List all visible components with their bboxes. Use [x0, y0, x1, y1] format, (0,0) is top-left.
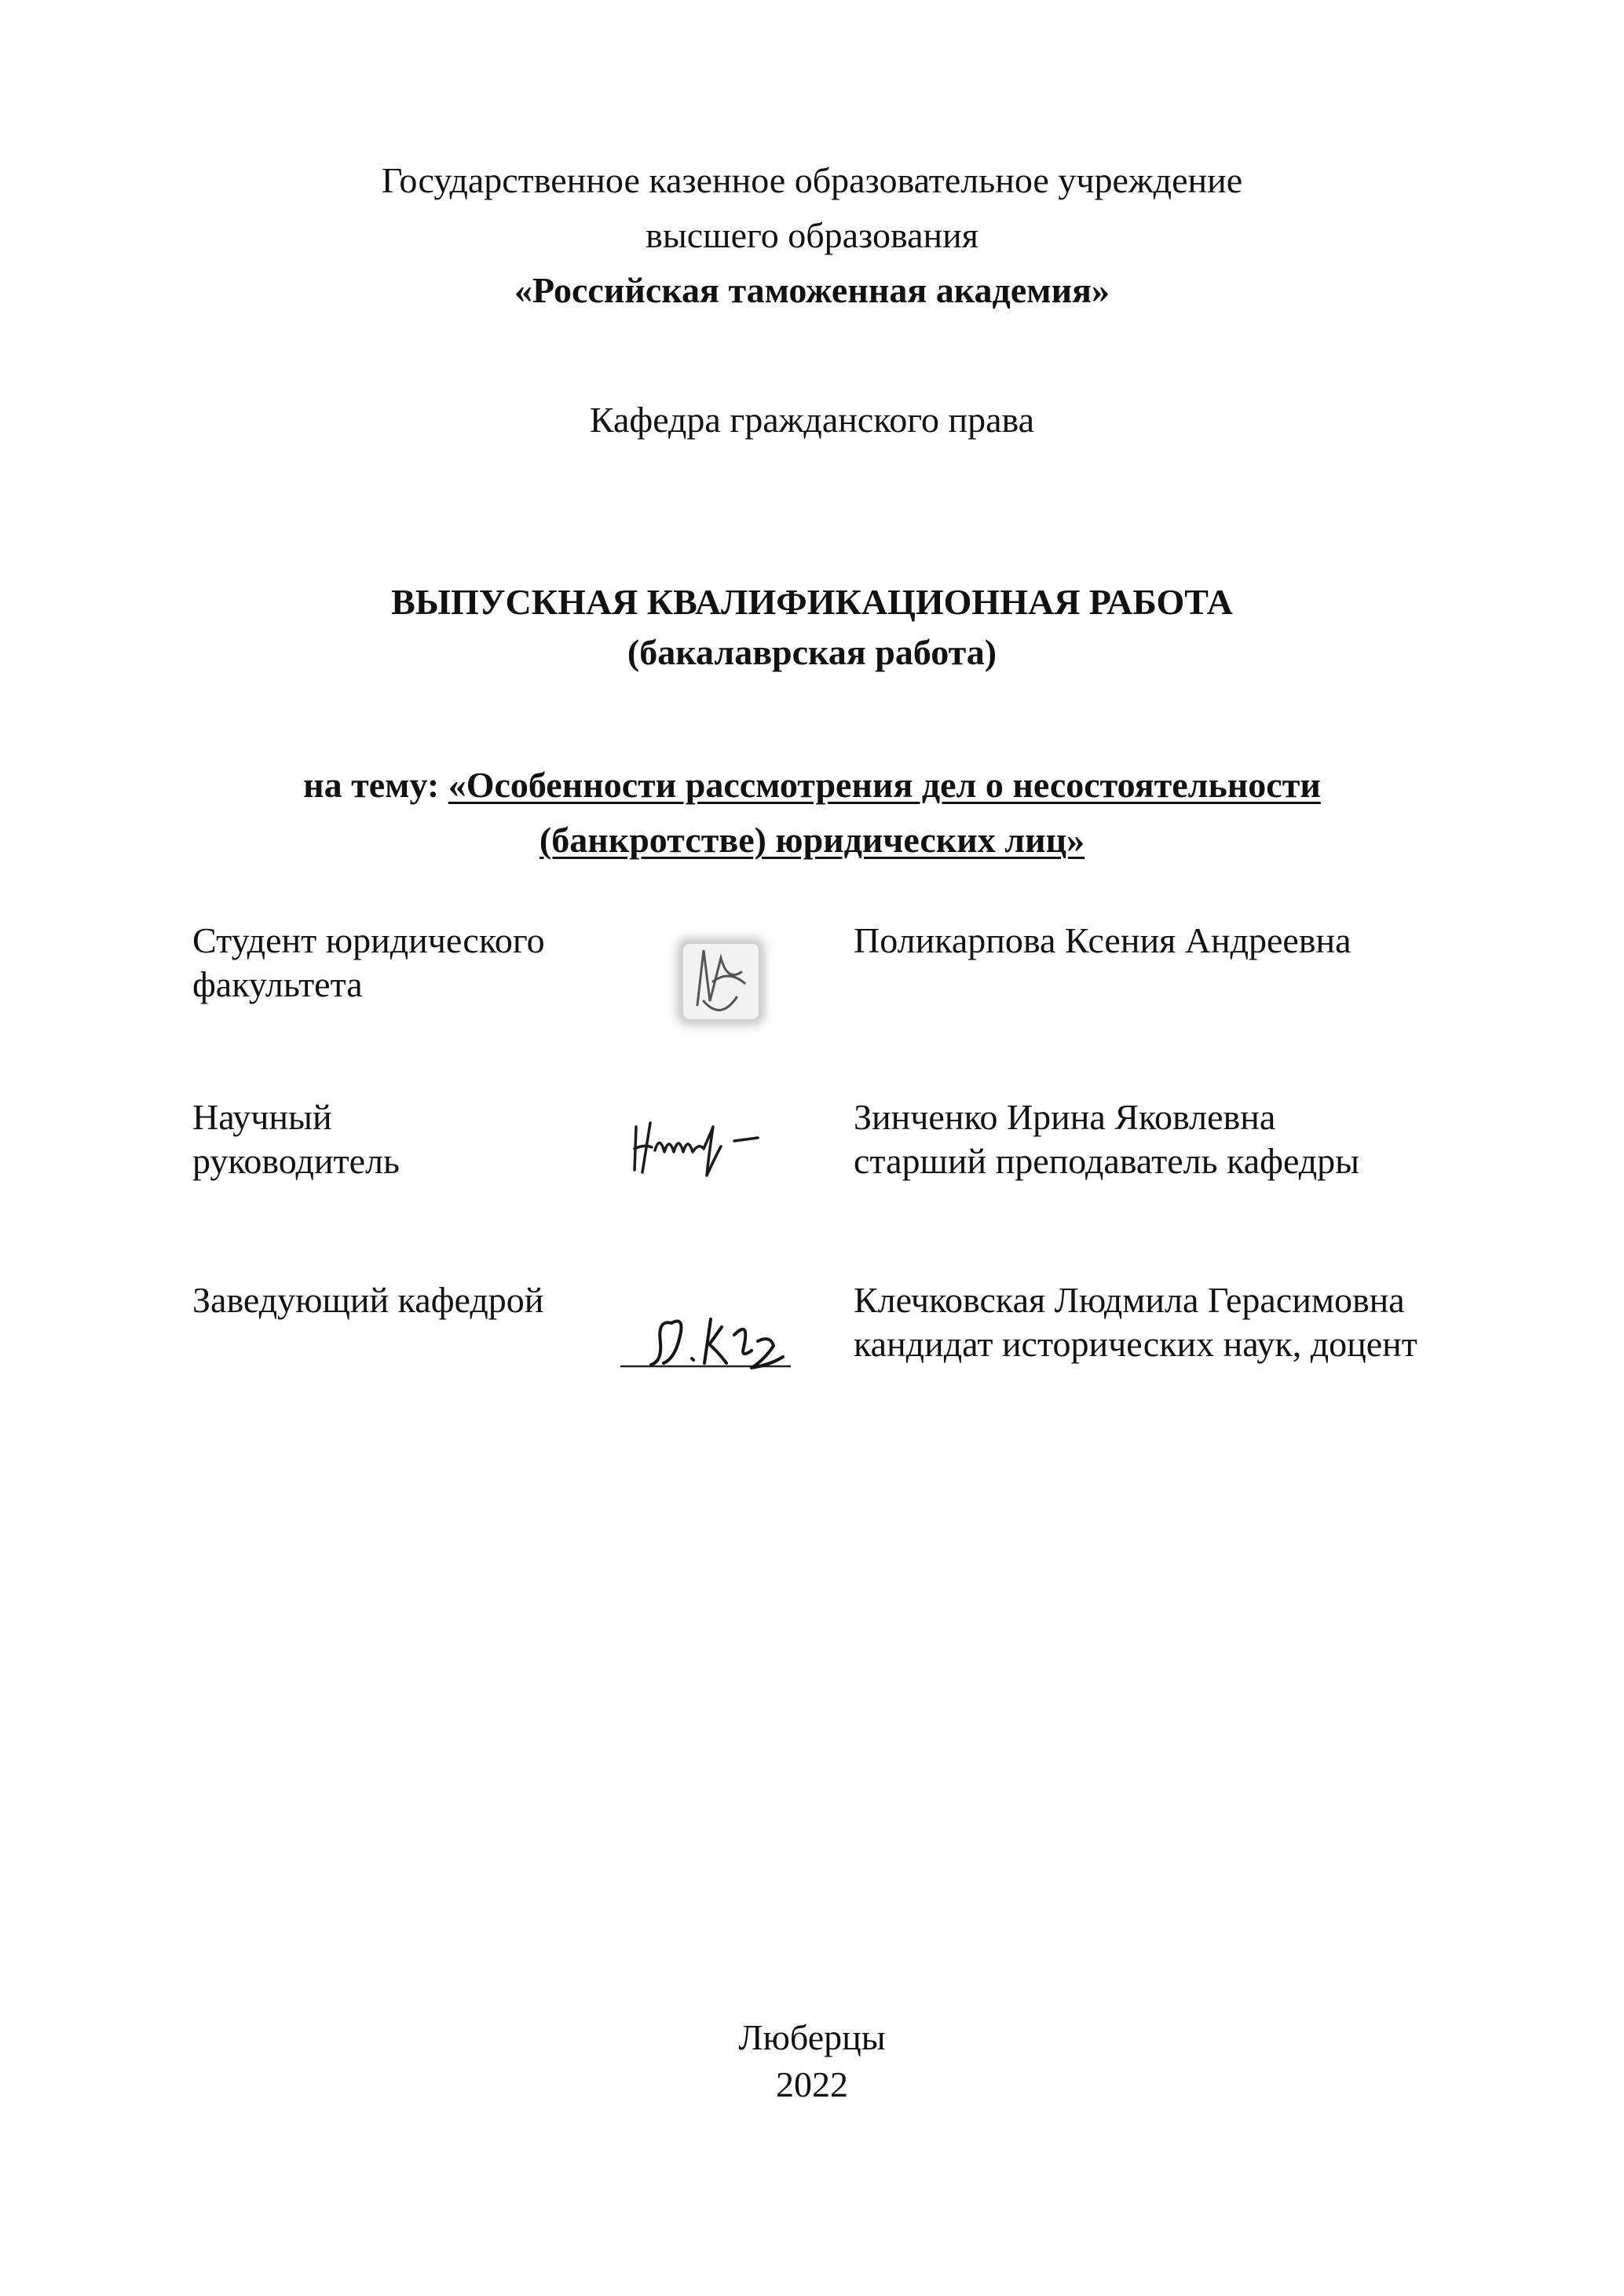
head-role-line-1: Заведующий кафедрой	[192, 1280, 544, 1320]
institution-line-2: высшего образования	[646, 215, 978, 255]
student-role-line-1: Студент юридического	[192, 920, 545, 960]
institution-name: «Российская таможенная академия»	[514, 270, 1110, 310]
supervisor-role-line-2: руководитель	[192, 1141, 400, 1181]
student-role	[192, 919, 545, 1007]
topic-line-1	[0, 758, 1624, 813]
supervisor-role	[192, 1095, 400, 1183]
footer	[0, 2014, 1624, 2108]
department-name: Кафедра гражданского права	[589, 400, 1035, 440]
head-position: кандидат исторических наук, доцент	[854, 1324, 1417, 1364]
supervisor-signature-image	[628, 1103, 801, 1182]
supervisor-position: старший преподаватель кафедры	[854, 1141, 1360, 1181]
head-signature-image	[616, 1296, 821, 1382]
department	[0, 393, 1624, 448]
student-signature-image	[666, 927, 776, 1036]
year: 2022	[776, 2064, 848, 2104]
topic-line-2	[0, 813, 1624, 868]
work-title	[0, 577, 1624, 678]
work-subtype: (бакалаврская работа)	[627, 632, 997, 672]
supervisor-name: Зинченко Ирина Яковлевна	[854, 1097, 1276, 1137]
institution-header	[0, 153, 1624, 318]
topic	[0, 758, 1624, 868]
city: Люберцы	[738, 2017, 886, 2057]
head-details	[854, 1278, 1417, 1366]
student-role-line-2: факультета	[192, 964, 363, 1004]
topic-title-line-2: (банкротстве) юридических лиц»	[539, 820, 1085, 860]
institution-line-1: Государственное казенное образовательное учреждение	[381, 160, 1243, 200]
head-role	[192, 1278, 543, 1322]
student-name: Поликарпова Ксения Андреевна	[854, 920, 1352, 960]
supervisor-details	[854, 1095, 1359, 1183]
topic-title-line-1: «Особенности рассмотрения дел о несостоятельности	[448, 765, 1321, 805]
head-name: Клечковская Людмила Герасимовна	[854, 1280, 1405, 1320]
supervisor-role-line-1: Научный	[192, 1097, 332, 1137]
topic-prefix: на тему:	[303, 765, 440, 805]
work-type: ВЫПУСКНАЯ КВАЛИФИКАЦИОННАЯ РАБОТА	[391, 582, 1233, 622]
